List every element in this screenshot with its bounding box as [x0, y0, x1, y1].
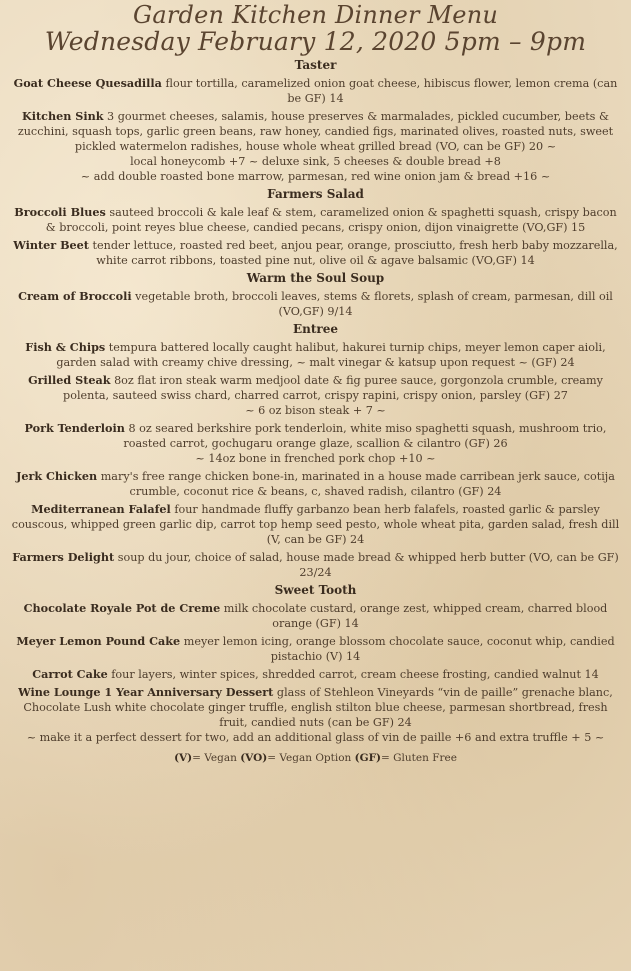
menu-item-name: Farmers Delight: [12, 550, 115, 564]
menu-title: Garden Kitchen Dinner Menu: [132, 1, 499, 29]
menu-item: [8, 109, 623, 184]
menu-item: [8, 340, 623, 370]
menu-item: [8, 205, 623, 235]
menu-item: [8, 289, 623, 319]
legend-gluten-free-key: (GF): [354, 752, 382, 764]
menu-item-description: meyer lemon icing, orange blossom chocolate sauce, coconut whip, candied pistachio (V) 14: [183, 635, 615, 663]
section-heading: Entree: [292, 322, 338, 336]
menu-item-description: 8 oz seared berkshire pork tenderloin, white miso spaghetti squash, mushroom trio, roasted carrot, gochugaru orange glaze, scallion & cilantro (GF) 26: [123, 422, 607, 450]
menu-item: [8, 238, 623, 268]
section-heading: Warm the Soul Soup: [246, 271, 385, 285]
legend-vegan-key: (V): [174, 752, 193, 764]
menu-item-description: milk chocolate custard, orange zest, whipped cream, charred blood orange (GF) 14: [223, 602, 608, 630]
legend-gluten-free-text: = Gluten Free: [381, 752, 457, 764]
menu-sections: [8, 58, 623, 745]
menu-item-name: Kitchen Sink: [22, 109, 104, 123]
menu-item: [8, 667, 623, 682]
menu-item-addon: ~ make it a perfect dessert for two, add an additional glass of vin de paille +6 and extra truffle + 5 ~: [26, 731, 605, 744]
menu-item-name: Fish & Chips: [25, 340, 106, 354]
legend-vegan-option-text: = Vegan Option: [267, 752, 352, 764]
menu-item: [8, 502, 623, 547]
menu-item: [8, 373, 623, 418]
menu-item-description: four layers, winter spices, shredded carrot, cream cheese frosting, candied walnut 14: [111, 668, 599, 681]
section-heading: Farmers Salad: [267, 187, 364, 201]
menu-item-name: Jerk Chicken: [16, 469, 98, 483]
menu-item: [8, 634, 623, 664]
menu-item-name: Winter Beet: [13, 238, 89, 252]
menu-item-name: Cream of Broccoli: [18, 289, 132, 303]
menu-item-name: Mediterranean Falafel: [31, 502, 171, 516]
menu-item-name: Grilled Steak: [28, 373, 111, 387]
menu-item-description: four handmade fluffy garbanzo bean herb falafels, roasted garlic & parsley couscous, whipped green garlic dip, carrot top hemp seed pesto, whole wheat pita, garden salad, fresh dill (V, can be GF) 24: [11, 503, 620, 546]
menu-item-name: Goat Cheese Quesadilla: [13, 76, 162, 90]
menu-item-name: Chocolate Royale Pot de Creme: [23, 601, 221, 615]
menu-item-description: sauteed broccoli & kale leaf & stem, caramelized onion & spaghetti squash, crispy bacon & broccoli, point reyes blue cheese, candied pecans, crispy onion, dijon vinaigrette (VO,GF) 15: [45, 206, 617, 234]
menu-date: Wednesday February 12, 2020 5pm – 9pm: [44, 27, 587, 56]
menu-item-addon: ~ 14oz bone in frenched pork chop +10 ~: [195, 452, 436, 465]
menu-item-description: glass of Stehleon Vineyards “vin de paille” grenache blanc, Chocolate Lush white chocolate ginger truffle, english stilton blue cheese, parmesan shortbread, fresh fruit, candied nuts (can be GF) 24: [23, 686, 613, 729]
menu-item-name: Pork Tenderloin: [24, 421, 125, 435]
legend-vegan-text: = Vegan: [192, 752, 237, 764]
menu-item: [8, 421, 623, 466]
menu-item-addon: local honeycomb +7 ~ deluxe sink, 5 cheeses & double bread +8: [130, 155, 501, 168]
section-heading: Taster: [294, 58, 337, 72]
menu-item-description: 8oz flat iron steak warm medjool date & fig puree sauce, gorgonzola crumble, creamy polenta, sauteed swiss chard, charred carrot, crispy rapini, crispy onion, parsley (GF) 27: [63, 374, 603, 402]
menu-item-description: mary's free range chicken bone-in, marinated in a house made carribean jerk sauce, cotija crumble, coconut rice & beans, c, shaved radish, cilantro (GF) 24: [100, 470, 615, 498]
menu-item-description: 3 gourmet cheeses, salamis, house preserves & marmalades, pickled cucumber, beets & zucchini, squash tops, garlic green beans, raw honey, candied figs, marinated olives, roasted nuts, sweet pickled watermelon radishes, house whole wheat grilled bread (VO, can be GF) 20 ~: [17, 110, 614, 153]
menu-item-description: tempura battered locally caught halibut, hakurei turnip chips, meyer lemon caper aioli, garden salad with creamy chive dressing, ~ malt vinegar & katsup upon request ~ (GF) 24: [56, 341, 606, 369]
menu-item-name: Broccoli Blues: [14, 205, 106, 219]
menu-item-addon: ~ add double roasted bone marrow, parmesan, red wine onion jam & bread +16 ~: [80, 170, 551, 183]
menu-item-description: tender lettuce, roasted red beet, anjou pear, orange, prosciutto, fresh herb baby mozzarella, white carrot ribbons, toasted pine nut, olive oil & agave balsamic (VO,GF) 14: [92, 239, 618, 267]
menu-item: [8, 601, 623, 631]
menu-item-description: soup du jour, choice of salad, house made bread & whipped herb butter (VO, can be GF) 23/24: [117, 551, 619, 579]
dietary-legend: [8, 751, 623, 765]
menu-item: [8, 469, 623, 499]
section-heading: Sweet Tooth: [274, 583, 357, 597]
menu-item: [8, 76, 623, 106]
menu-item-addon: ~ 6 oz bison steak + 7 ~: [245, 404, 386, 417]
legend-vegan-option-key: (VO): [240, 752, 268, 764]
menu-item-name: Wine Lounge 1 Year Anniversary Dessert: [18, 685, 274, 699]
menu-item: [8, 685, 623, 745]
menu-item-name: Carrot Cake: [32, 667, 108, 681]
menu-item: [8, 550, 623, 580]
menu-item-description: flour tortilla, caramelized onion goat cheese, hibiscus flower, lemon crema (can be GF) 14: [165, 77, 618, 105]
menu-item-description: vegetable broth, broccoli leaves, stems & florets, splash of cream, parmesan, dill oil (VO,GF) 9/14: [135, 290, 613, 318]
menu-item-name: Meyer Lemon Pound Cake: [16, 634, 181, 648]
